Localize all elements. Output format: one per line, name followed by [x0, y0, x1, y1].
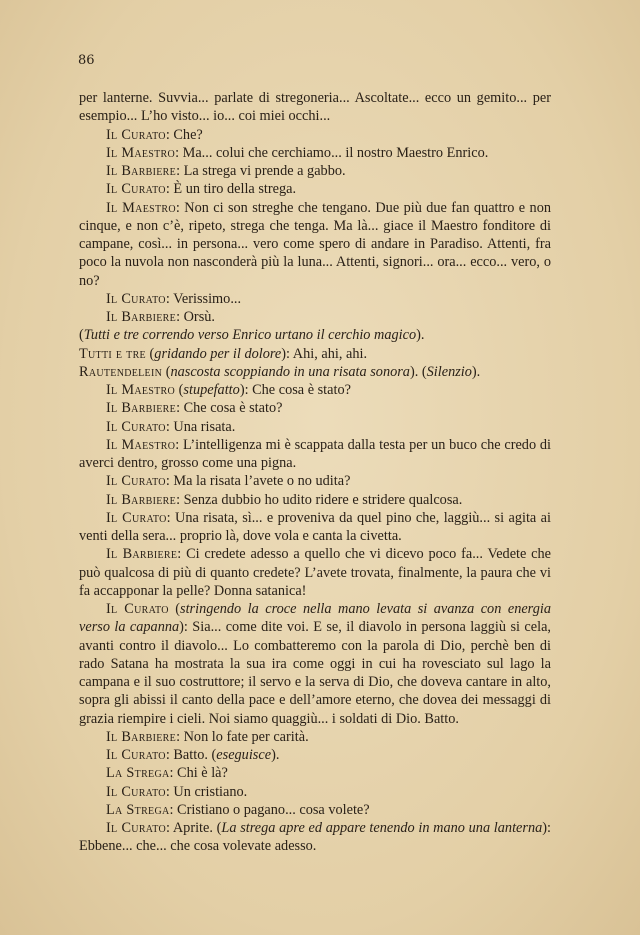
paragraph — [79, 308, 551, 326]
stage-direction: La strega apre ed appare tenendo in mano una lanterna — [221, 820, 543, 836]
dialogue-text: : Una risata. — [165, 418, 236, 435]
speaker-name: Il Curato — [106, 473, 166, 490]
paragraph — [79, 600, 551, 728]
speaker-name: Il Barbiere — [106, 309, 177, 325]
speaker-name: La Strega — [106, 801, 170, 818]
dialogue-text: : Batto. ( — [165, 747, 217, 763]
speaker-name: Il Curato — [106, 783, 166, 800]
speaker-name: Il Maestro — [106, 199, 176, 216]
speaker-name: Il Curato — [106, 601, 169, 617]
page-body — [79, 89, 551, 856]
paragraph — [79, 199, 551, 290]
dialogue-text: ). — [416, 327, 425, 344]
speaker-name: Il Barbiere — [106, 491, 177, 508]
dialogue-text: : Che cosa è stato? — [176, 400, 283, 417]
dialogue-text: : Orsù. — [176, 309, 215, 325]
paragraph — [79, 819, 551, 856]
paragraph — [79, 491, 551, 509]
dialogue-text: : Non ci son streghe che tengano. Due più due fan quattro e non cinque, e non c’è, ripeto, strega che tenga. Ma là... giace il Maestro fonditore di campane, così... in persona... vero come spero di andare in Paradiso. Attenti, fra poco la nuvola non nasconderà più la luna... Attenti, signori... ora... ecco... vero, o no? — [79, 199, 551, 289]
speaker-name: Rautendelein — [79, 363, 163, 380]
dialogue-text: : Cristiano o pagano... cosa volete? — [169, 801, 370, 818]
dialogue-text: : Ci credete adesso a quello che vi dicevo poco fa... Vedete che può qualcosa di più di quanto credete? L’avete trovata, finalmente, la paura che vi fa accapponar la pelle? Donna satanica! — [79, 546, 552, 599]
speaker-name: Il Maestro — [106, 436, 176, 453]
dialogue-text: per lanterne. Suvvia... parlate di stregoneria... Ascoltate... ecco un gemito... per esempio... L’ho visto... io... coi miei occhi... — [79, 90, 551, 125]
speaker-name: Il Curato — [106, 747, 166, 763]
paragraph — [79, 764, 551, 782]
speaker-name: La Strega — [106, 765, 170, 782]
dialogue-text: ( — [145, 345, 155, 362]
dialogue-text: ): Sia... come dite voi. E se, il diavolo in persona laggiù si cela, avanti contro il diavolo... Lo combatteremo con la parola di Dio, perchè ben di rado Satana ha mostrata la sua ira come oggi in cui ha rovesciato sul lago la campana e il suo costruttore; il servo e la serva di Dio, che doveva cantare in alto, sopra gli abissi il canto della pace e dell’amore eterno, che dovea dei messaggi di grazia riempire i cieli. Noi siamo quaggiù... i soldati di Dio. Batto. — [79, 619, 551, 727]
speaker-name: Il Barbiere — [106, 163, 177, 179]
stage-direction: gridando per il dolore — [154, 345, 282, 362]
dialogue-text: : Ma... colui che cerchiamo... il nostro Maestro Enrico. — [175, 144, 489, 161]
paragraph — [79, 746, 551, 764]
dialogue-text: : Una risata, sì... e proveniva da quel pino che, laggiù... si agita ai venti della sera... proprio là, dove vola e canta la civetta. — [79, 509, 551, 544]
paragraph — [79, 126, 551, 144]
dialogue-text: : Aprite. ( — [165, 820, 222, 836]
stage-direction: nascosta scoppiando in una risata sonora — [170, 363, 410, 380]
dialogue-text: : Chi è là? — [169, 765, 228, 782]
dialogue-text: ): Ebbene... che... che cosa volevate adesso. — [79, 820, 551, 855]
dialogue-text: ( — [168, 601, 180, 617]
paragraph — [79, 399, 551, 417]
dialogue-text: : Che? — [165, 126, 203, 143]
dialogue-text: ( — [175, 382, 184, 398]
paragraph — [79, 509, 551, 546]
speaker-name: Il Curato — [106, 181, 166, 198]
dialogue-text: ). ( — [409, 363, 427, 380]
speaker-name: Tutti e tre — [79, 345, 146, 362]
paragraph — [79, 418, 551, 436]
stage-direction: stupefatto — [183, 382, 240, 398]
dialogue-text: : L’intelligenza mi è scappata dalla testa per un buco che credo di averci dentro, grosso come una pigna. — [79, 436, 551, 471]
dialogue-text: ( — [79, 327, 84, 344]
speaker-name: Il Barbiere — [106, 546, 178, 563]
stage-direction: eseguisce — [216, 747, 272, 763]
paragraph — [79, 363, 551, 381]
dialogue-text: : Ma la risata l’avete o no udita? — [165, 473, 351, 490]
speaker-name: Il Curato — [106, 126, 166, 143]
speaker-name: Il Curato — [106, 290, 166, 307]
page-number: 86 — [78, 53, 95, 68]
speaker-name: Il Barbiere — [106, 400, 177, 417]
dialogue-text: ): Ahi, ahi, ahi. — [281, 345, 368, 362]
paragraph — [79, 783, 551, 801]
speaker-name: Il Barbiere — [106, 728, 177, 745]
dialogue-text: : Verissimo... — [165, 290, 242, 307]
paragraph — [79, 162, 551, 180]
stage-direction: Silenzio — [426, 363, 472, 380]
speaker-name: Il Maestro — [106, 382, 176, 398]
dialogue-text: ). — [271, 747, 280, 763]
dialogue-text: : Non lo fate per carità. — [176, 728, 309, 745]
paragraph — [79, 180, 551, 198]
speaker-name: Il Curato — [106, 418, 166, 435]
dialogue-text: ): Che cosa è stato? — [239, 382, 351, 398]
paragraph — [79, 290, 551, 308]
paragraph — [79, 381, 551, 399]
paragraph — [79, 801, 551, 819]
stage-direction: Tutti e tre correndo verso Enrico urtano il cerchio magico — [83, 327, 417, 344]
dialogue-text: ). — [471, 363, 481, 380]
dialogue-text: : Un cristiano. — [165, 783, 248, 800]
paragraph — [79, 326, 551, 344]
stage-direction: stringendo la croce nella mano levata si avanza con energia verso la capanna — [79, 601, 551, 636]
paragraph — [79, 436, 551, 473]
paragraph — [79, 144, 551, 162]
paragraph — [79, 472, 551, 490]
dialogue-text: : Senza dubbio ho udito ridere e stridere qualcosa. — [176, 491, 463, 508]
speaker-name: Il Maestro — [106, 144, 176, 161]
dialogue-text: : È un tiro della strega. — [165, 181, 297, 198]
dialogue-text: ( — [162, 363, 171, 380]
speaker-name: Il Curato — [106, 509, 167, 526]
speaker-name: Il Curato — [106, 820, 166, 836]
paragraph — [79, 728, 551, 746]
paragraph — [79, 89, 551, 126]
paragraph — [79, 545, 551, 600]
dialogue-text: : La strega vi prende a gabbo. — [176, 163, 346, 179]
paragraph — [79, 345, 551, 363]
